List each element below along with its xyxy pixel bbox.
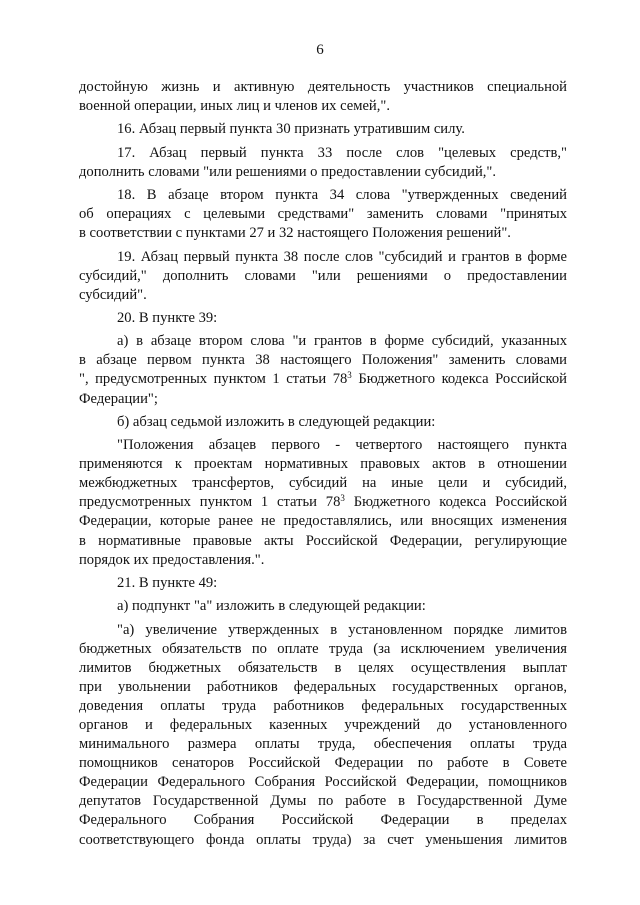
text-line	[79, 678, 567, 697]
text-line	[79, 551, 567, 570]
text-line	[79, 474, 567, 493]
line-text: Федерации, которые ранее не предоставлялись, или вносящих изменения	[79, 513, 567, 530]
line-text: военной операции, иных лиц и членов их семей,".	[79, 98, 390, 115]
text-line	[79, 831, 567, 850]
text-line	[79, 493, 567, 512]
line-text: об операциях с целевыми средствами" заменить словами "принятых	[79, 206, 567, 223]
text-line	[79, 697, 567, 716]
superscript: 3	[340, 493, 345, 504]
line-text: субсидий".	[79, 286, 147, 303]
line-text: субсидий," дополнить словами "или решениями о предоставлении	[79, 267, 567, 284]
text-line	[79, 659, 567, 678]
line-text: помощников сенаторов Российской Федерации по работе в Совете	[79, 755, 567, 772]
text-line	[79, 716, 567, 735]
line-text: межбюджетных трансфертов, субсидий на иные цели и субсидий,	[79, 475, 567, 492]
text-line	[79, 773, 567, 792]
line-text: при увольнении работников федеральных государственных органов,	[79, 678, 567, 695]
line-text: "а) увеличение утвержденных в установленном порядке лимитов	[117, 621, 567, 638]
line-text: Федерального Собрания Российской Федерации в пределах	[79, 812, 567, 829]
text-line	[79, 640, 567, 659]
line-text: 18. В абзаце втором пункта 34 слова "утвержденных сведений	[117, 187, 567, 204]
line-text: 16. Абзац первый пункта 30 признать утратившим силу.	[117, 121, 465, 138]
line-text-after: Бюджетного кодекса Российской	[351, 371, 567, 388]
line-text: применяются к проектам нормативных правовых актов в отношении	[79, 456, 567, 473]
text-line	[79, 163, 567, 182]
text-line	[79, 413, 567, 432]
line-text-after: Бюджетного кодекса Российской	[344, 494, 567, 511]
line-text: дополнить словами "или решениями о предоставлении субсидий,".	[79, 163, 497, 180]
text-line	[79, 735, 567, 754]
text-line	[79, 370, 567, 389]
text-line	[79, 205, 567, 224]
text-line	[79, 512, 567, 531]
text-line	[79, 455, 567, 474]
text-line	[79, 754, 567, 773]
line-text: в нормативные правовые акты Российской Федерации, регулирующие	[79, 532, 567, 549]
text-line	[79, 332, 567, 351]
line-text: Федерации";	[79, 390, 158, 407]
line-text: порядок их предоставления.".	[79, 551, 265, 568]
line-text: "Положения абзацев первого - четвертого настоящего пункта	[117, 437, 567, 454]
text-line	[79, 621, 567, 640]
page-number: 6	[316, 42, 324, 58]
line-text: органов и федеральных казенных учреждений до установленного	[79, 716, 567, 733]
line-text: в соответствии с пунктами 27 и 32 настоящего Положения решений".	[79, 225, 511, 242]
line-text: Федерации Федерального Собрания Российской Федерации, помощников	[79, 774, 567, 791]
line-text: б) абзац седьмой изложить в следующей редакции:	[117, 413, 436, 430]
line-text: бюджетных обязательств по оплате труда (за исключением увеличения	[79, 640, 567, 657]
line-text: 17. Абзац первый пункта 33 после слов "целевых средств,"	[117, 144, 567, 161]
text-line	[79, 436, 567, 455]
text-line	[79, 144, 567, 163]
text-line	[79, 78, 567, 97]
text-line	[79, 309, 567, 328]
text-line	[79, 186, 567, 205]
text-line	[79, 248, 567, 267]
text-line	[79, 792, 567, 811]
text-line	[79, 351, 567, 370]
line-text: в абзаце первом пункта 38 настоящего Положения" заменить словами	[79, 352, 567, 369]
text-line	[79, 597, 567, 616]
line-text: доведения оплаты труда работников федеральных государственных	[79, 697, 567, 714]
text-line	[79, 574, 567, 593]
text-line	[79, 532, 567, 551]
line-text: достойную жизнь и активную деятельность участников специальной	[79, 79, 567, 95]
text-line	[79, 120, 567, 139]
line-text: а) подпункт "а" изложить в следующей редакции:	[117, 598, 426, 615]
line-text: а) в абзаце втором слова "и грантов в форме субсидий, указанных	[117, 333, 567, 350]
text-line	[79, 224, 567, 243]
text-line	[79, 811, 567, 830]
line-text: депутатов Государственной Думы по работе в Государственной Думе	[79, 793, 567, 810]
line-text: 21. В пункте 49:	[117, 574, 218, 591]
superscript: 3	[347, 370, 352, 381]
text-line	[79, 267, 567, 286]
line-text: ", предусмотренных пунктом 1 статьи 78	[79, 371, 348, 388]
document-body	[79, 78, 567, 850]
text-line	[79, 390, 567, 409]
text-line	[79, 97, 567, 116]
line-text: 19. Абзац первый пункта 38 после слов "субсидий и грантов в форме	[117, 248, 567, 265]
text-line	[79, 286, 567, 305]
line-text: предусмотренных пунктом 1 статьи 78	[79, 494, 341, 511]
line-text: соответствующего фонда оплаты труда) за счет уменьшения лимитов	[79, 831, 567, 848]
line-text: минимального размера оплаты труда, обеспечения оплаты труда	[79, 736, 567, 753]
line-text: 20. В пункте 39:	[117, 309, 218, 326]
line-text: лимитов бюджетных обязательств в целях осуществления выплат	[79, 659, 567, 676]
